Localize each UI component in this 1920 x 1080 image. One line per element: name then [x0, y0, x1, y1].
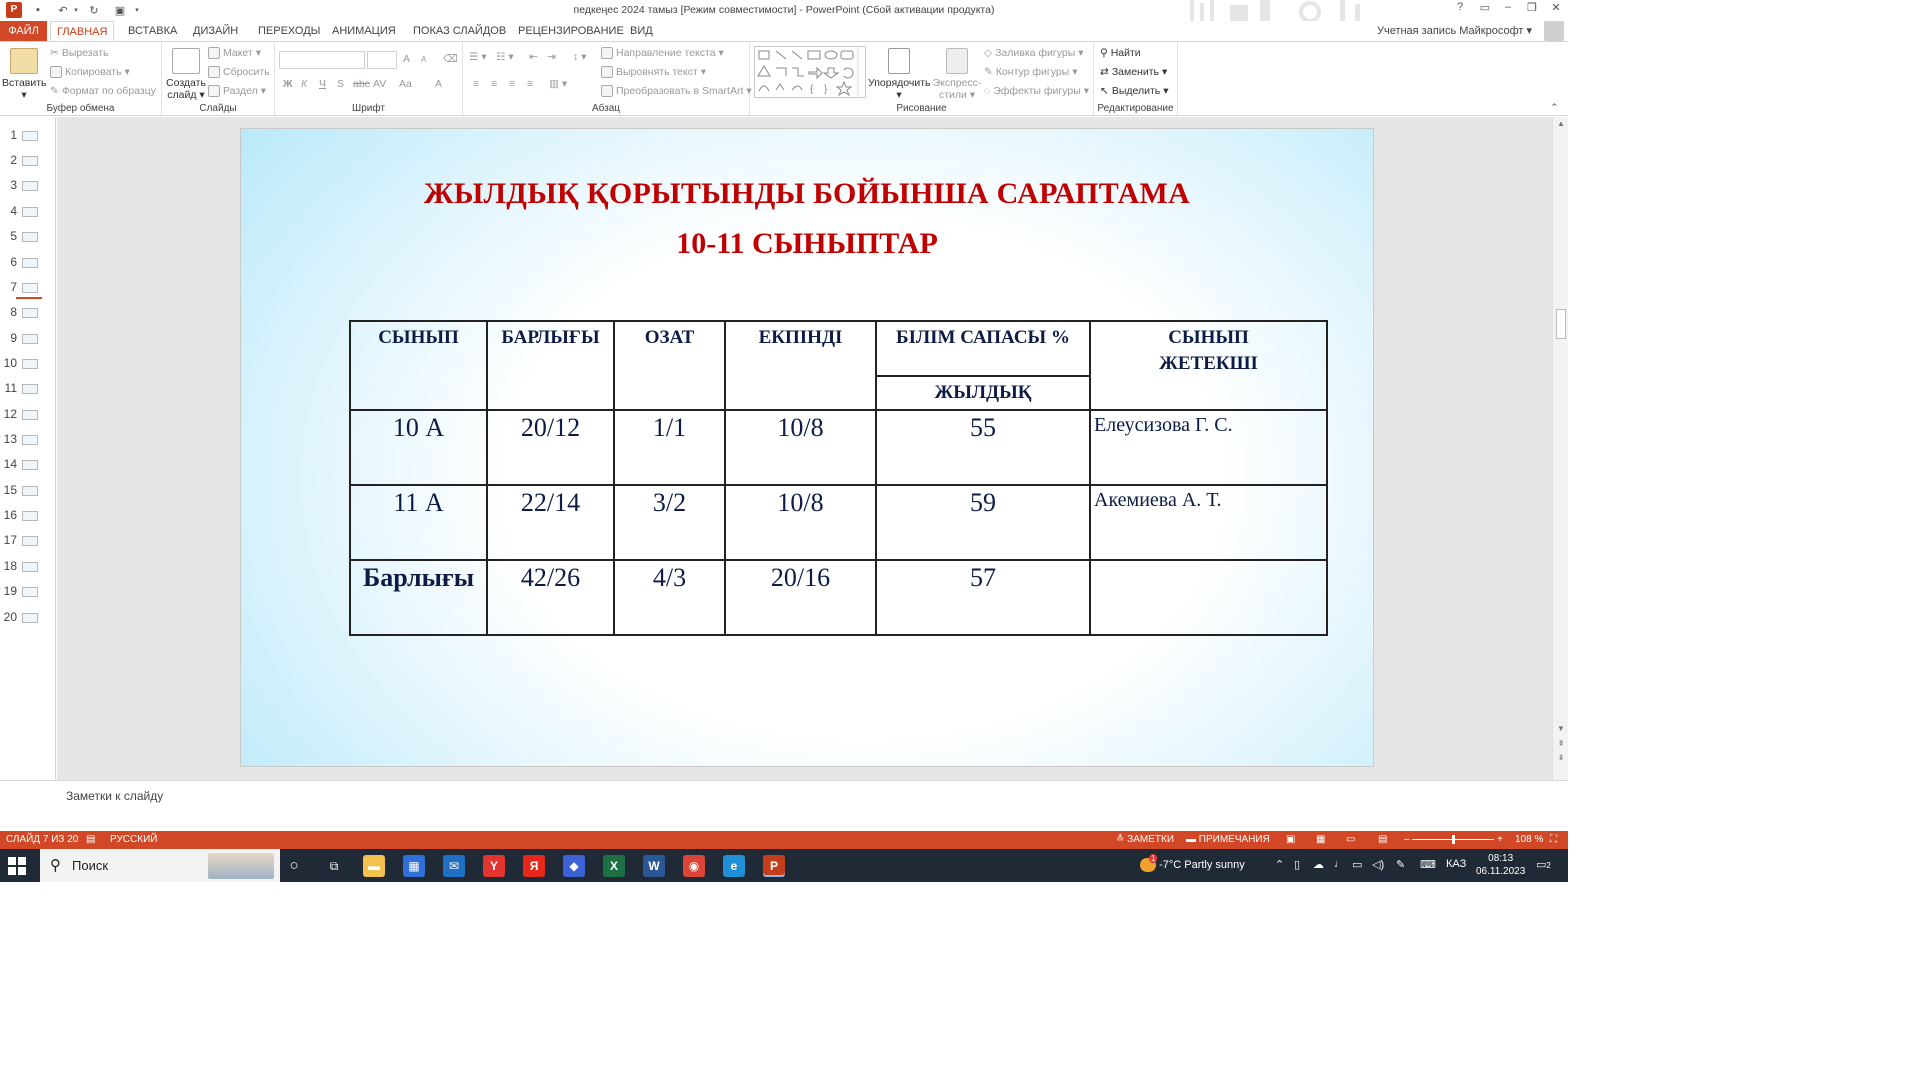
thumbnail-number: 4: [10, 204, 17, 218]
thumbnail-number: 11: [4, 381, 17, 395]
format-painter-label: Формат по образцу: [61, 85, 156, 97]
vertical-scrollbar[interactable]: [1552, 117, 1568, 780]
thumbnail-preview: [22, 486, 38, 496]
pencil-icon: ✎: [984, 66, 993, 78]
copy-label: Копировать: [65, 66, 122, 78]
tab-review[interactable]: РЕЦЕНЗИРОВАНИЕ: [518, 25, 624, 37]
thumbnail-preview: [22, 283, 38, 293]
clock-date: 06.11.2023: [1476, 866, 1526, 877]
text-direction-label: Направление текста: [616, 47, 716, 59]
layout-label: Макет: [223, 47, 253, 59]
font-group-label: Шрифт: [352, 103, 385, 114]
thumbnail-number: 19: [3, 584, 17, 598]
notes-icon: ≛: [1116, 834, 1125, 845]
decrease-indent-icon[interactable]: ⇤: [529, 51, 538, 63]
grow-font-button[interactable]: A: [403, 53, 411, 65]
cell-leader[interactable]: [1090, 560, 1327, 635]
thumbnail-number: 3: [10, 178, 17, 192]
scroll-thumb[interactable]: [1556, 309, 1566, 339]
powerpoint-app-icon[interactable]: P: [6, 2, 22, 18]
align-text-icon: [601, 66, 613, 78]
font-size-select[interactable]: [367, 51, 397, 69]
align-text-label: Выровнять текст: [616, 66, 698, 78]
comments-toggle-label: ПРИМЕЧАНИЯ: [1198, 834, 1270, 845]
help-button[interactable]: ?: [1456, 1, 1464, 13]
replace-label: Заменить: [1111, 66, 1159, 78]
notes-pane[interactable]: [0, 780, 1568, 831]
thumbnail-preview: [22, 435, 38, 445]
text-direction-button[interactable]: Направление текста ▾: [601, 47, 724, 59]
notes-toggle[interactable]: [1116, 834, 1174, 845]
smartart-icon: [601, 85, 613, 97]
slides-group: [162, 42, 275, 115]
section-button[interactable]: Раздел ▾: [208, 85, 266, 97]
italic-button[interactable]: К: [301, 78, 308, 90]
thumbnail-10[interactable]: [0, 354, 56, 374]
weather-badge: 1: [1151, 854, 1156, 863]
network-icon[interactable]: ▭: [1352, 859, 1363, 871]
thumbnail-preview: [22, 232, 38, 242]
reading-view-icon[interactable]: ▭: [1346, 834, 1356, 845]
thumbnail-18[interactable]: [0, 557, 56, 577]
thumbnail-preview: [22, 587, 38, 597]
thumbnail-4[interactable]: [0, 202, 56, 222]
section-icon: [208, 85, 220, 97]
cell-excellent[interactable]: 1/1: [614, 410, 725, 485]
text-shadow-button[interactable]: S: [337, 78, 345, 90]
task-view-icon[interactable]: ⧉: [329, 859, 339, 873]
search-placeholder: Поиск: [72, 858, 109, 873]
language-indicator[interactable]: РУССКИЙ: [110, 834, 158, 845]
arrange-icon: [888, 48, 910, 74]
header-leader[interactable]: СЫНЫП ЖЕТЕКШІ: [1090, 321, 1327, 410]
cell-class[interactable]: 10 А: [350, 410, 487, 485]
line-spacing-icon[interactable]: ↕ ▾: [573, 51, 587, 63]
thumbnail-preview: [22, 258, 38, 268]
align-center-icon[interactable]: ≡: [491, 78, 498, 90]
header-quality[interactable]: БІЛІМ САПАСЫ %: [876, 321, 1090, 376]
previous-slide-icon[interactable]: ⇞: [1557, 739, 1565, 748]
thumbnail-number: 10: [3, 356, 17, 370]
thumbnail-number: 8: [10, 305, 17, 319]
tab-design[interactable]: ДИЗАЙН: [193, 25, 239, 37]
copy-button[interactable]: Копировать ▾: [50, 66, 130, 78]
layout-button[interactable]: Макет ▾: [208, 47, 261, 59]
cell-class[interactable]: 11 А: [350, 485, 487, 560]
windows-start-icon[interactable]: [8, 857, 26, 875]
microphone-icon[interactable]: ♩: [1334, 858, 1345, 870]
cortana-icon[interactable]: ○: [289, 857, 299, 874]
cell-total[interactable]: 22/14: [487, 485, 614, 560]
thumbnail-preview: [22, 613, 38, 623]
slide-title[interactable]: ЖЫЛДЫҚ ҚОРЫТЫНДЫ БОЙЫНША САРАПТАМА: [423, 177, 1191, 210]
window-title: педкеңес 2024 тамыз [Режим совместимости] - PowerPoint (Сбой активации продукта): [573, 4, 995, 16]
search-highlight-image: [208, 853, 274, 879]
thumbnail-preview: [22, 511, 38, 521]
thumbnail-2[interactable]: [0, 151, 56, 171]
next-slide-icon[interactable]: ⇟: [1557, 753, 1565, 762]
smartart-label: Преобразовать в SmartArt: [616, 85, 744, 97]
pen-icon[interactable]: ✎: [1396, 859, 1406, 871]
convert-smartart-button[interactable]: Преобразовать в SmartArt ▾: [601, 85, 752, 97]
svg-text:}: }: [824, 84, 828, 95]
replace-icon: ⇄: [1100, 66, 1109, 78]
table-row: [350, 560, 1327, 635]
mail-icon[interactable]: ✉: [443, 855, 465, 877]
account-label: Учетная запись Майкрософт: [1376, 25, 1524, 37]
paste-icon: [10, 48, 38, 74]
thumbnail-preview: [22, 181, 38, 191]
thumbnail-14[interactable]: [0, 455, 56, 475]
align-text-button[interactable]: Выровнять текст ▾: [601, 66, 706, 78]
slides-group-label: Слайды: [199, 103, 237, 114]
touch-keyboard-icon[interactable]: ⌨: [1420, 859, 1436, 871]
font-family-select[interactable]: [279, 51, 365, 69]
thumbnail-preview: [22, 334, 38, 344]
show-hidden-icons-icon[interactable]: ⌃: [1275, 859, 1285, 871]
cursor-icon: ↖: [1100, 85, 1109, 97]
bullets-icon[interactable]: ☰ ▾: [469, 51, 487, 63]
text-direction-icon: [601, 47, 613, 59]
tab-slideshow[interactable]: ПОКАЗ СЛАЙДОВ: [413, 25, 507, 37]
character-spacing-button[interactable]: AV: [373, 78, 387, 90]
thumbnail-number: 1: [10, 128, 17, 142]
header-class[interactable]: СЫНЫП: [350, 321, 487, 410]
thumbnail-preview: [22, 460, 38, 470]
normal-view-icon[interactable]: ▣: [1286, 834, 1296, 845]
cell-total[interactable]: 42/26: [487, 560, 614, 635]
thumbnail-number: 9: [10, 331, 17, 345]
tab-home[interactable]: ГЛАВНАЯ: [50, 21, 114, 41]
yandex-browser-icon[interactable]: Y: [483, 855, 505, 877]
taskbar-search-box[interactable]: [40, 849, 280, 882]
slide-thumbnails-panel[interactable]: [0, 117, 56, 780]
thumbnail-number: 12: [3, 407, 17, 421]
replace-button[interactable]: ⇄ Заменить ▾: [1100, 66, 1168, 78]
arrange-label: Упорядочить: [868, 77, 931, 89]
tab-view[interactable]: ВИД: [630, 25, 653, 37]
file-explorer-icon[interactable]: ▬: [363, 855, 385, 877]
collapse-ribbon-icon[interactable]: ⌃: [1550, 102, 1559, 114]
weather-icon: [1140, 854, 1156, 872]
clipboard-group: [0, 42, 162, 115]
shape-fill-button[interactable]: ◇ Заливка фигуры ▾: [984, 47, 1084, 59]
undo-dropdown-icon[interactable]: ▾: [74, 7, 78, 14]
font-group: [275, 42, 463, 115]
find-button[interactable]: [1100, 47, 1141, 59]
shape-fill-label: Заливка фигуры: [995, 47, 1076, 59]
cell-leader[interactable]: Акемиева А. Т.: [1090, 485, 1327, 560]
select-label: Выделить: [1111, 85, 1161, 97]
app-icon[interactable]: ◆: [563, 855, 585, 877]
cell-leader[interactable]: Елеусизова Г. С.: [1090, 410, 1327, 485]
store-icon[interactable]: ▦: [403, 855, 425, 877]
thumbnail-3[interactable]: [0, 176, 56, 196]
header-quality-annual[interactable]: ЖЫЛДЫҚ: [876, 376, 1090, 410]
scroll-down-icon[interactable]: ▼: [1557, 724, 1565, 733]
justify-icon[interactable]: ≡: [527, 78, 534, 90]
header-excellent[interactable]: ОЗАТ: [614, 321, 725, 410]
align-left-icon[interactable]: ≡: [473, 78, 480, 90]
cell-class[interactable]: Барлығы: [350, 560, 487, 635]
undo-icon[interactable]: ↶: [58, 4, 68, 17]
thumbnail-number: 13: [3, 432, 17, 446]
start-slideshow-icon[interactable]: ▣: [114, 4, 126, 17]
selected-slide-marker: [16, 297, 42, 299]
thumbnail-number: 16: [3, 508, 17, 522]
thumbnail-preview: [22, 384, 38, 394]
shrink-font-button[interactable]: A: [421, 55, 427, 64]
zoom-in-button[interactable]: +: [1497, 834, 1503, 845]
new-slide-icon: [172, 48, 200, 74]
thumbnail-preview: [22, 359, 38, 369]
weather-widget[interactable]: [1140, 854, 1245, 872]
reset-button[interactable]: [208, 66, 270, 78]
device-icon[interactable]: ▯: [1294, 859, 1301, 871]
ribbon-tabs: [0, 21, 1568, 41]
clock-time: 08:13: [1488, 853, 1514, 864]
fit-to-window-icon[interactable]: ⛶: [1550, 834, 1557, 845]
thumbnail-11[interactable]: [0, 379, 56, 399]
quick-styles-label: Экспресс-стили: [932, 77, 982, 101]
slideshow-view-icon[interactable]: ▤: [1378, 834, 1388, 845]
paste-button[interactable]: Вставить ▾: [2, 48, 46, 101]
header-good[interactable]: ЕКПІНДІ: [725, 321, 876, 410]
tab-transitions[interactable]: ПЕРЕХОДЫ: [258, 25, 321, 37]
select-button[interactable]: ↖ Выделить ▾: [1100, 85, 1169, 97]
search-icon: ⚲: [50, 857, 61, 874]
thumbnail-number: 14: [3, 457, 17, 471]
thumbnail-13[interactable]: [0, 430, 56, 450]
title-decoration: [1190, 0, 1380, 21]
svg-text:{: {: [810, 84, 814, 95]
results-table[interactable]: [349, 320, 1328, 636]
ribbon: [0, 41, 1568, 116]
cell-excellent[interactable]: 3/2: [614, 485, 725, 560]
shape-outline-label: Контур фигуры: [995, 66, 1070, 78]
yandex-icon[interactable]: Я: [523, 855, 545, 877]
comment-icon: ▬: [1186, 834, 1196, 845]
excel-icon[interactable]: X: [603, 855, 625, 877]
thumbnail-19[interactable]: [0, 582, 56, 602]
word-icon[interactable]: W: [643, 855, 665, 877]
clipboard-group-label: Буфер обмена: [46, 103, 115, 114]
thumbnail-6[interactable]: [0, 253, 56, 273]
tab-insert[interactable]: ВСТАВКА: [128, 25, 178, 37]
thumbnail-preview: [22, 410, 38, 420]
tab-file[interactable]: ФАЙЛ: [0, 21, 47, 41]
table-row: [350, 410, 1327, 485]
scroll-up-icon[interactable]: ▲: [1557, 119, 1565, 128]
weather-temp: -7°C: [1159, 858, 1182, 871]
effects-icon: ◌: [984, 85, 991, 97]
slide-canvas[interactable]: [240, 128, 1374, 767]
redo-icon[interactable]: ↻: [89, 4, 99, 17]
header-total[interactable]: БАРЛЫҒЫ: [487, 321, 614, 410]
windows-taskbar: [0, 849, 1568, 882]
thumbnail-number: 15: [3, 483, 17, 497]
section-label: Раздел: [223, 85, 258, 97]
slide-editor[interactable]: [57, 117, 1552, 780]
new-slide-button[interactable]: Создать слайд ▾: [165, 48, 207, 101]
volume-icon[interactable]: ◁): [1372, 859, 1385, 871]
account-menu[interactable]: Учетная запись Майкрософт ▾: [1376, 25, 1532, 37]
notifications-icon[interactable]: ▭2: [1536, 859, 1551, 871]
numbering-icon[interactable]: ☷ ▾: [496, 51, 514, 63]
quick-styles-icon: [946, 48, 968, 74]
thumbnail-5[interactable]: [0, 227, 56, 247]
customize-toolbar-icon[interactable]: ▾: [135, 7, 139, 14]
strikethrough-button[interactable]: abc: [353, 78, 370, 90]
tab-animation[interactable]: АНИМАЦИЯ: [332, 25, 396, 37]
slide-sorter-icon[interactable]: ▦: [1316, 834, 1326, 845]
avatar[interactable]: [1544, 21, 1564, 41]
cell-excellent[interactable]: 4/3: [614, 560, 725, 635]
paste-label: Вставить: [2, 77, 47, 89]
title-bar: [0, 0, 1568, 21]
copy-icon: [50, 66, 62, 78]
restore-button[interactable]: ❐: [1527, 2, 1537, 14]
layout-icon: [208, 47, 220, 59]
weather-text: Partly sunny: [1184, 858, 1245, 871]
increase-indent-icon[interactable]: ⇥: [547, 51, 556, 63]
drawing-group: [750, 42, 1094, 115]
edge-icon[interactable]: e: [723, 855, 745, 877]
editing-group-label: Редактирование: [1097, 103, 1174, 114]
find-label: Найти: [1110, 47, 1141, 59]
thumbnail-number: 7: [10, 280, 17, 294]
thumbnail-16[interactable]: [0, 506, 56, 526]
arrange-button[interactable]: Упорядочить ▾: [868, 48, 930, 101]
cell-quality[interactable]: 55: [876, 410, 1090, 485]
close-button[interactable]: ✕: [1551, 2, 1561, 14]
thumbnail-number: 2: [10, 153, 17, 167]
thumbnail-9[interactable]: [0, 329, 56, 349]
thumbnail-preview: [22, 562, 38, 572]
notes-toggle-label: ЗАМЕТКИ: [1127, 834, 1175, 845]
thumbnail-12[interactable]: [0, 405, 56, 425]
notification-count: 2: [1546, 861, 1551, 870]
cell-quality[interactable]: 59: [876, 485, 1090, 560]
binoculars-icon: ⚲: [1100, 47, 1108, 59]
cell-good[interactable]: 20/16: [725, 560, 876, 635]
thumbnail-number: 20: [3, 610, 17, 624]
editing-group: [1094, 42, 1178, 115]
cut-button[interactable]: [50, 47, 109, 59]
new-slide-label: Создать слайд: [166, 77, 206, 101]
paint-bucket-icon: ◇: [984, 47, 993, 59]
align-right-icon[interactable]: ≡: [509, 78, 516, 90]
thumbnail-15[interactable]: [0, 481, 56, 501]
scissors-icon: ✂: [50, 47, 59, 59]
thumbnail-7[interactable]: [0, 278, 56, 298]
thumbnail-20[interactable]: [0, 608, 56, 628]
columns-icon[interactable]: ▥ ▾: [549, 78, 568, 90]
taskbar-clock[interactable]: [1476, 852, 1525, 878]
table-row: [350, 485, 1327, 560]
thumbnail-number: 5: [10, 229, 17, 243]
paragraph-group: [463, 42, 750, 115]
zoom-slider-knob[interactable]: [1452, 835, 1455, 844]
bold-button[interactable]: Ж: [283, 78, 293, 90]
minimize-button[interactable]: –: [1504, 1, 1512, 13]
cell-good[interactable]: 10/8: [725, 485, 876, 560]
shape-outline-button[interactable]: ✎ Контур фигуры ▾: [984, 66, 1078, 78]
shape-effects-label: Эффекты фигуры: [993, 85, 1081, 97]
quick-styles-button[interactable]: Экспресс-стили ▾: [932, 48, 982, 101]
powerpoint-icon[interactable]: P: [763, 855, 785, 877]
thumbnail-17[interactable]: [0, 531, 56, 551]
thumbnail-preview: [22, 207, 38, 217]
thumbnail-number: 18: [3, 559, 17, 573]
cell-quality[interactable]: 57: [876, 560, 1090, 635]
zoom-level[interactable]: 108 %: [1515, 834, 1544, 845]
thumbnail-number: 17: [3, 533, 17, 547]
thumbnail-number: 6: [10, 255, 17, 269]
shape-effects-button[interactable]: ◌ Эффекты фигуры ▾: [984, 85, 1090, 97]
onedrive-icon[interactable]: ☁: [1313, 859, 1324, 871]
comments-toggle[interactable]: [1186, 834, 1270, 845]
underline-button[interactable]: Ч: [319, 78, 326, 90]
slide-counter: СЛАЙД 7 ИЗ 20: [6, 834, 79, 845]
thumbnail-preview: [22, 131, 38, 141]
status-bar: [0, 831, 1568, 849]
paragraph-group-label: Абзац: [591, 103, 621, 114]
thumbnail-preview: [22, 536, 38, 546]
brush-icon: ✎: [50, 85, 59, 97]
drawing-group-label: Рисование: [896, 103, 947, 114]
thumbnail-1[interactable]: [0, 126, 56, 146]
cell-good[interactable]: 10/8: [725, 410, 876, 485]
clear-formatting-icon[interactable]: ⌫: [443, 53, 458, 65]
reset-icon: [208, 66, 220, 78]
spellcheck-icon[interactable]: ▤: [86, 834, 96, 845]
save-icon[interactable]: ▪: [36, 4, 40, 16]
thumbnail-preview: [22, 308, 38, 318]
chrome-icon[interactable]: ◉: [683, 855, 705, 877]
slide-subtitle[interactable]: 10-11 СЫНЫПТАР: [676, 227, 938, 260]
thumbnail-8[interactable]: [0, 303, 56, 323]
ribbon-display-options-button[interactable]: ▭: [1479, 2, 1491, 14]
notes-placeholder[interactable]: Заметки к слайду: [66, 789, 164, 803]
format-painter-button[interactable]: [50, 85, 156, 97]
zoom-out-button[interactable]: –: [1404, 834, 1410, 845]
font-color-button[interactable]: A: [435, 78, 443, 90]
change-case-button[interactable]: Aa: [399, 78, 412, 90]
shapes-gallery[interactable]: [754, 46, 866, 98]
input-language[interactable]: КАЗ: [1446, 858, 1467, 870]
reset-label: Сбросить: [223, 66, 270, 78]
thumbnail-preview: [22, 156, 38, 166]
cell-total[interactable]: 20/12: [487, 410, 614, 485]
cut-label: Вырезать: [61, 47, 109, 59]
